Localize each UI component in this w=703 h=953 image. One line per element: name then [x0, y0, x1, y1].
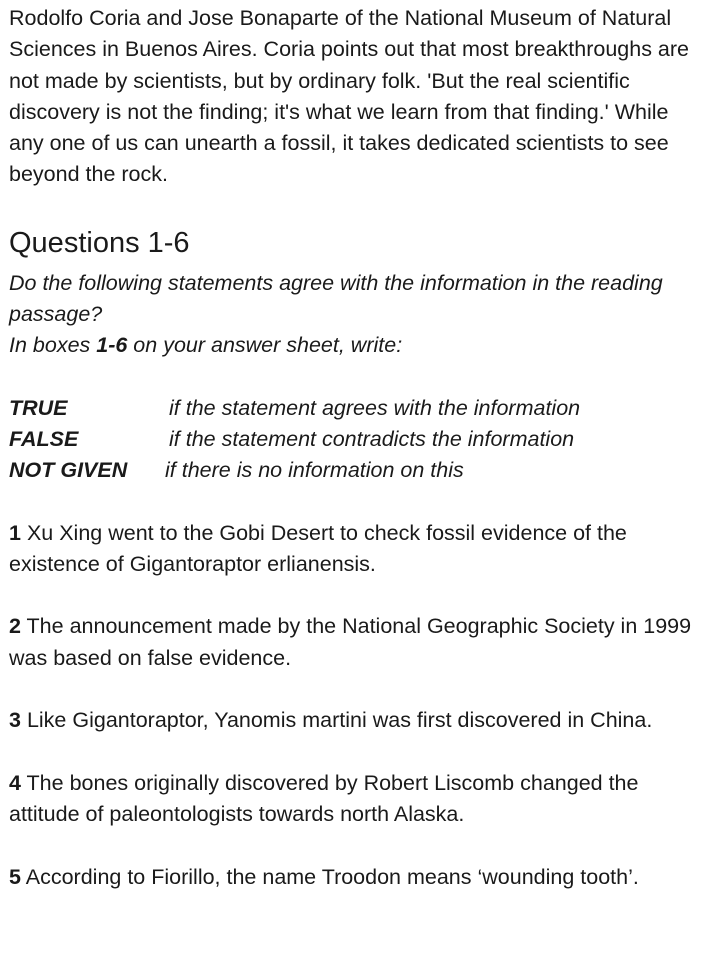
legend-key: NOT GIVEN: [9, 458, 128, 483]
question-item: [9, 518, 699, 581]
document-page: [9, 0, 699, 924]
question-item: [9, 768, 699, 831]
question-text: The announcement made by the National Geographic Society in 1999 was based on false evidence.: [9, 614, 692, 670]
question-text: According to Fiorillo, the name Troodon means ‘wounding tooth’.: [20, 864, 639, 889]
legend-row-false: [9, 424, 699, 455]
question-text: The bones originally discovered by Robert Liscomb changed the attitude of paleontologists towards north Alaska.: [9, 770, 639, 827]
legend-key: FALSE: [9, 426, 79, 451]
legend-description: if there is no information on this: [165, 458, 464, 483]
instruction-line-1: Do the following statements agree with the information in the reading passage?: [9, 270, 663, 327]
answer-legend: [9, 393, 699, 487]
question-number: 1: [9, 520, 21, 545]
question-number: 3: [9, 708, 21, 733]
legend-row-true: [9, 393, 699, 424]
question-number: 2: [9, 614, 21, 639]
question-number: 4: [9, 770, 21, 795]
question-item: [9, 705, 699, 736]
instruction-line-2: [9, 330, 699, 361]
question-number: 5: [9, 864, 21, 889]
legend-description: if the statement agrees with the information: [169, 395, 581, 420]
legend-row-not-given: [9, 455, 699, 486]
legend-description: if the statement contradicts the information: [169, 426, 575, 451]
instruction-range: 1-6: [96, 333, 128, 358]
question-text: Like Gigantoraptor, Yanomis martini was first discovered in China.: [20, 708, 653, 733]
question-item: [9, 611, 699, 674]
question-item: [9, 862, 699, 893]
section-heading: Questions 1-6: [9, 226, 190, 259]
instruction-suffix: on your answer sheet, write:: [127, 333, 403, 358]
question-list: [9, 518, 699, 894]
instruction-prefix: In boxes: [9, 333, 97, 358]
question-text: Xu Xing went to the Gobi Desert to check fossil evidence of the existence of Gigantoraptor erlianensis.: [9, 520, 627, 576]
instructions: [9, 268, 699, 362]
legend-key: TRUE: [9, 395, 68, 420]
passage-paragraph: Rodolfo Coria and Jose Bonaparte of the National Museum of Natural Sciences in Buenos Aires. Coria points out that most breakthroughs are not made by scientists, but by ordinary folk. 'But the real scientific discovery is not the finding; it's what we learn from that finding.' While any one of us can unearth a fossil, it takes dedicated scientists to see beyond the rock.: [9, 6, 690, 187]
